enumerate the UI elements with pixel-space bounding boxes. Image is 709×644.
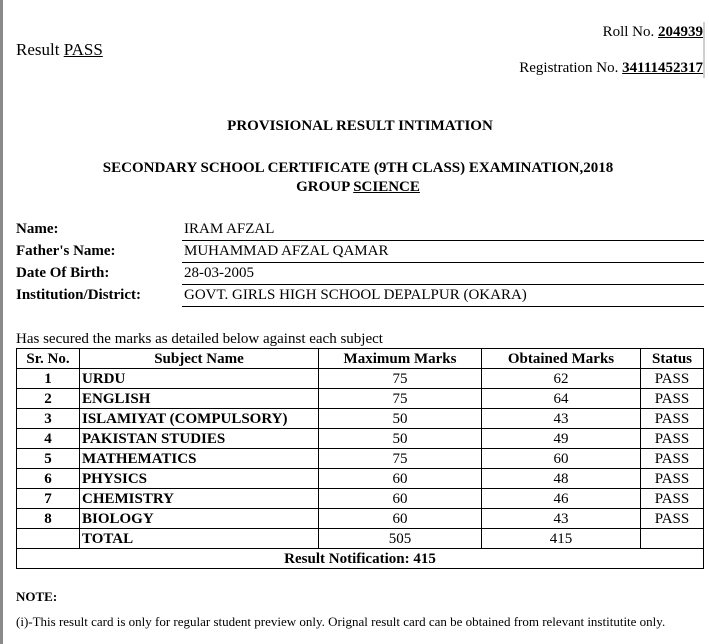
registration-label: Registration No. xyxy=(519,60,619,76)
notification-row xyxy=(17,549,704,569)
row-max: 60 xyxy=(319,469,482,489)
father-name-label: Father's Name: xyxy=(16,243,116,259)
row-status: PASS xyxy=(641,389,704,409)
roll-value: 204939 xyxy=(658,24,703,40)
table-row xyxy=(17,509,704,529)
page-left-border xyxy=(0,0,3,644)
group-line xyxy=(0,178,709,197)
student-info xyxy=(16,221,704,309)
table-row xyxy=(17,389,704,409)
student-name-value: IRAM AFZAL xyxy=(182,221,704,241)
table-header-row xyxy=(17,349,704,369)
father-name-value: MUHAMMAD AFZAL QAMAR xyxy=(182,243,704,263)
row-sr: 6 xyxy=(17,469,80,489)
row-max: 75 xyxy=(319,449,482,469)
result-notification: Result Notification: 415 xyxy=(17,549,704,569)
dob-row xyxy=(16,265,704,287)
group-label: GROUP xyxy=(296,179,350,195)
row-obtained: 46 xyxy=(482,489,641,509)
row-status: PASS xyxy=(641,449,704,469)
row-status: PASS xyxy=(641,509,704,529)
result-label: Result xyxy=(16,40,60,59)
row-obtained: 62 xyxy=(482,369,641,389)
header-status: Status xyxy=(641,349,704,369)
row-sr: 3 xyxy=(17,409,80,429)
page-title: PROVISIONAL RESULT INTIMATION xyxy=(227,118,493,134)
total-label: TOTAL xyxy=(80,529,319,549)
row-obtained: 60 xyxy=(482,449,641,469)
total-status xyxy=(641,529,704,549)
result-value: PASS xyxy=(63,40,103,59)
row-subject: PHYSICS xyxy=(80,469,319,489)
row-max: 50 xyxy=(319,409,482,429)
table-row xyxy=(17,449,704,469)
row-subject: MATHEMATICS xyxy=(80,449,319,469)
row-max: 75 xyxy=(319,389,482,409)
father-name-row xyxy=(16,243,704,265)
total-obtained: 415 xyxy=(482,529,641,549)
row-sr: 7 xyxy=(17,489,80,509)
table-row xyxy=(17,489,704,509)
dob-value: 28-03-2005 xyxy=(182,265,704,285)
table-row xyxy=(17,369,704,389)
row-status: PASS xyxy=(641,409,704,429)
row-max: 60 xyxy=(319,489,482,509)
row-sr: 8 xyxy=(17,509,80,529)
note-title: NOTE: xyxy=(16,589,58,604)
row-subject: BIOLOGY xyxy=(80,509,319,529)
student-name-row xyxy=(16,221,704,243)
institution-row xyxy=(16,287,704,309)
table-row xyxy=(17,469,704,489)
row-sr: 1 xyxy=(17,369,80,389)
institution-value: GOVT. GIRLS HIGH SCHOOL DEPALPUR (OKARA) xyxy=(182,287,704,307)
marks-table xyxy=(16,348,704,569)
roll-number xyxy=(603,24,703,41)
row-sr: 2 xyxy=(17,389,80,409)
row-sr: 5 xyxy=(17,449,80,469)
row-subject: PAKISTAN STUDIES xyxy=(80,429,319,449)
row-obtained: 64 xyxy=(482,389,641,409)
row-obtained: 49 xyxy=(482,429,641,449)
group-value: SCIENCE xyxy=(353,179,420,195)
exam-title: SECONDARY SCHOOL CERTIFICATE (9TH CLASS) EXAMINATION,2018 xyxy=(102,160,614,176)
secured-text: Has secured the marks as detailed below against each subject xyxy=(16,331,383,347)
note-text: (i)-This result card is only for regular student preview only. Orignal result card can be obtained from relevant institutite only. xyxy=(16,614,666,629)
row-status: PASS xyxy=(641,469,704,489)
row-status: PASS xyxy=(641,369,704,389)
header-obtained-marks: Obtained Marks xyxy=(482,349,641,369)
table-row xyxy=(17,429,704,449)
exam-title-block xyxy=(0,159,709,197)
row-sr: 4 xyxy=(17,429,80,449)
row-subject: URDU xyxy=(80,369,319,389)
header-max-marks: Maximum Marks xyxy=(319,349,482,369)
roll-label: Roll No. xyxy=(602,24,655,40)
row-status: PASS xyxy=(641,489,704,509)
result-status xyxy=(16,40,103,60)
total-max: 505 xyxy=(319,529,482,549)
row-max: 60 xyxy=(319,509,482,529)
header-sr-no: Sr. No. xyxy=(17,349,80,369)
institution-label: Institution/District: xyxy=(16,287,141,303)
dob-label: Date Of Birth: xyxy=(16,265,110,281)
student-name-label: Name: xyxy=(16,221,59,237)
row-max: 75 xyxy=(319,369,482,389)
row-max: 50 xyxy=(319,429,482,449)
row-subject: CHEMISTRY xyxy=(80,489,319,509)
row-status: PASS xyxy=(641,429,704,449)
table-row xyxy=(17,409,704,429)
page-right-border xyxy=(703,22,705,78)
header-subject: Subject Name xyxy=(80,349,319,369)
registration-number xyxy=(519,60,703,77)
total-sr-empty xyxy=(17,529,80,549)
registration-value: 34111452317 xyxy=(622,60,703,76)
row-obtained: 43 xyxy=(482,409,641,429)
row-obtained: 48 xyxy=(482,469,641,489)
row-subject: ISLAMIYAT (COMPULSORY) xyxy=(80,409,319,429)
row-obtained: 43 xyxy=(482,509,641,529)
total-row xyxy=(17,529,704,549)
row-subject: ENGLISH xyxy=(80,389,319,409)
